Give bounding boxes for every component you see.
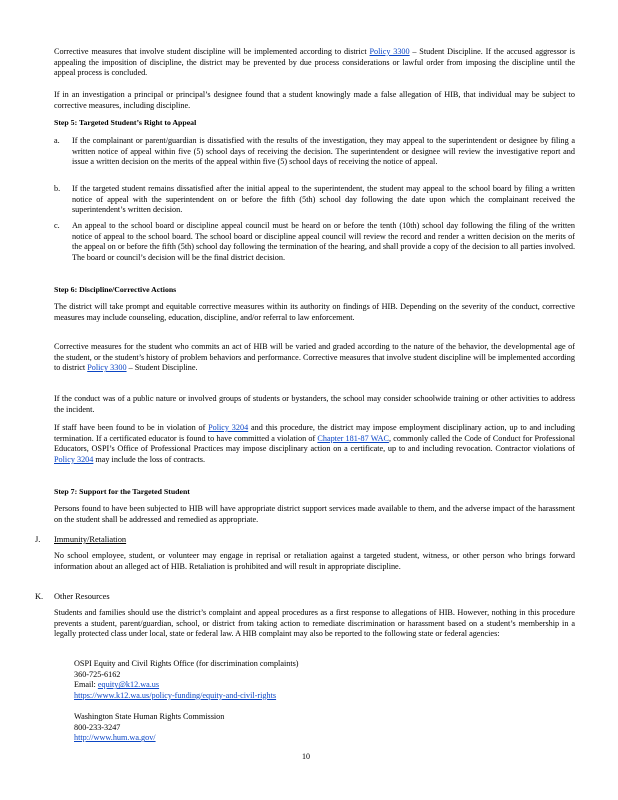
ospi-url-link[interactable]: https://www.k12.wa.us/policy-funding/equity-and-civil-rights <box>74 690 277 700</box>
bullet-icon <box>58 659 66 669</box>
list-item-a: a. If the complainant or parent/guardian is dissatisfied with the results of the investigation, they may appeal to the superintendent or designee by filing a written notice of appeal within five (5) school days of receiving the decision. The superintendent or designee will review the investigative report and issue a written decision on the merits of the appeal within five (5) school days of receiving the notice of appeal. <box>54 136 575 167</box>
page-number: 10 <box>302 752 310 761</box>
resource-name: Washington State Human Rights Commission <box>74 712 225 721</box>
hrc-url-link[interactable]: http://www.hum.wa.gov/ <box>74 733 156 743</box>
list-item-c: c. An appeal to the school board or discipline appeal council must be heard on or before the tenth (10th) school day following the filing of the written notice of appeal to the school board. The school board or discipline appeal council will review the record and render a written decision on the merits of the appeal on or before the fifth (5th) school day following the termination of the hearing, and shall provide a copy of the decision to all parties involved. The board or council’s decision will be the final district decision. <box>54 221 575 262</box>
paragraph-false-allegation: If in an investigation a principal or principal’s designee found that a student knowingly made a false allegation of HIB, that individual may be subject to corrective measures, including discipline. <box>54 90 575 110</box>
resource-ospi: OSPI Equity and Civil Rights Office (for discrimination complaints) 360-725-6162 Email: equity@k12.wa.us https://www.k12.wa.us/policy-funding/equity-and-civil-rights <box>58 659 388 705</box>
step-7-heading: Step 7: Support for the Targeted Student <box>54 487 190 496</box>
step-5-heading: Step 5: Targeted Student’s Right to Appeal <box>54 118 197 127</box>
paragraph-corrective-discipline: Corrective measures that involve student discipline will be implemented according to district Policy 3300 – Student Discipline. If the accused aggressor is appealing the imposition of discipline, the district may be prevented by due process considerations or lawful order from imposing the discipline until the appeal process is concluded. <box>54 47 575 78</box>
policy-3204-link-2[interactable]: Policy 3204 <box>54 454 94 464</box>
paragraph-retaliation: No school employee, student, or volunteer may engage in reprisal or retaliation against a targeted student, witness, or other person who brings forward information about an alleged act of HIB. Retaliation is prohibited and will result in appropriate discipline. <box>54 551 575 571</box>
step-6-heading: Step 6: Discipline/Corrective Actions <box>54 285 177 294</box>
resource-hrc <box>58 712 388 748</box>
ospi-email-link[interactable]: equity@k12.wa.us <box>97 680 160 690</box>
paragraph-corrective-measures: Corrective measures for the student who commits an act of HIB will be varied and graded according to the nature of the behavior, the developmental age of the student, or the student’s history of problem behaviors and performance. Corrective measures that involve student discipline will be implemented according to district Policy 3300 – Student Discipline. <box>54 342 575 373</box>
resource-phone: 360-725-6162 <box>74 669 121 679</box>
policy-3204-link[interactable]: Policy 3204 <box>208 423 249 432</box>
policy-3300-link-2[interactable]: Policy 3300 <box>87 363 127 373</box>
resource-name: OSPI Equity and Civil Rights Office (for discrimination complaints) <box>74 659 299 668</box>
chapter-181-87-wac-link[interactable]: Chapter 181-87 WAC <box>317 433 389 443</box>
paragraph-support: Persons found to have been subjected to HIB will have appropriate district support services made available to them, and the adverse impact of the harassment on the student shall be addressed and remedied as appropriate. <box>54 504 575 524</box>
paragraph-staff-violation: If staff have been found to be in violation of Policy 3204 and this procedure, the district may impose employment disciplinary action, up to and including termination. If a certificated educator is found to have committed a violation of Chapter 181-87 WAC, commonly called the Code of Conduct for Professional Educators, OSPI’s Office of Professional Practices may impose disciplinary action on a certificate, up to and including revocation. Contractor violations of Policy 3204 may include the loss of contracts. <box>54 423 576 464</box>
paragraph-public-nature: If the conduct was of a public nature or involved groups of students or bystanders, the school may consider schoolwide training or other activities to address the incident. <box>54 394 575 414</box>
paragraph-prompt-corrective: The district will take prompt and equitable corrective measures within its authority on findings of HIB. Depending on the severity of the conduct, corrective measures may include counseling, education, discipline, and/or referral to law enforcement. <box>54 302 575 322</box>
resource-phone: 800-233-3247 <box>74 722 121 732</box>
policy-3300-link[interactable]: Policy 3300 <box>369 47 410 56</box>
bullet-icon <box>58 712 66 722</box>
paragraph-other-resources: Students and families should use the district’s complaint and appeal procedures as a first response to allegations of HIB. However, nothing in this procedure prevents a student, parent/guardian, school, or district from taking action to remediate discrimination or harassment based on a student’s membership in a legally protected class under local, state or federal law. A HIB complaint may also be reported to the following state or federal agencies: <box>54 608 575 639</box>
list-item-b: b. If the targeted student remains dissatisfied after the initial appeal to the superintendent, the student may appeal to the school board by filing a written notice of appeal with the superintendent on or before the fifth (5th) school day following the date upon which the complainant received the superintendent’s written decision. <box>54 184 575 215</box>
section-j-heading: J. Immunity/Retaliation <box>35 535 127 544</box>
section-k-heading: K. Other Resources <box>35 592 110 601</box>
